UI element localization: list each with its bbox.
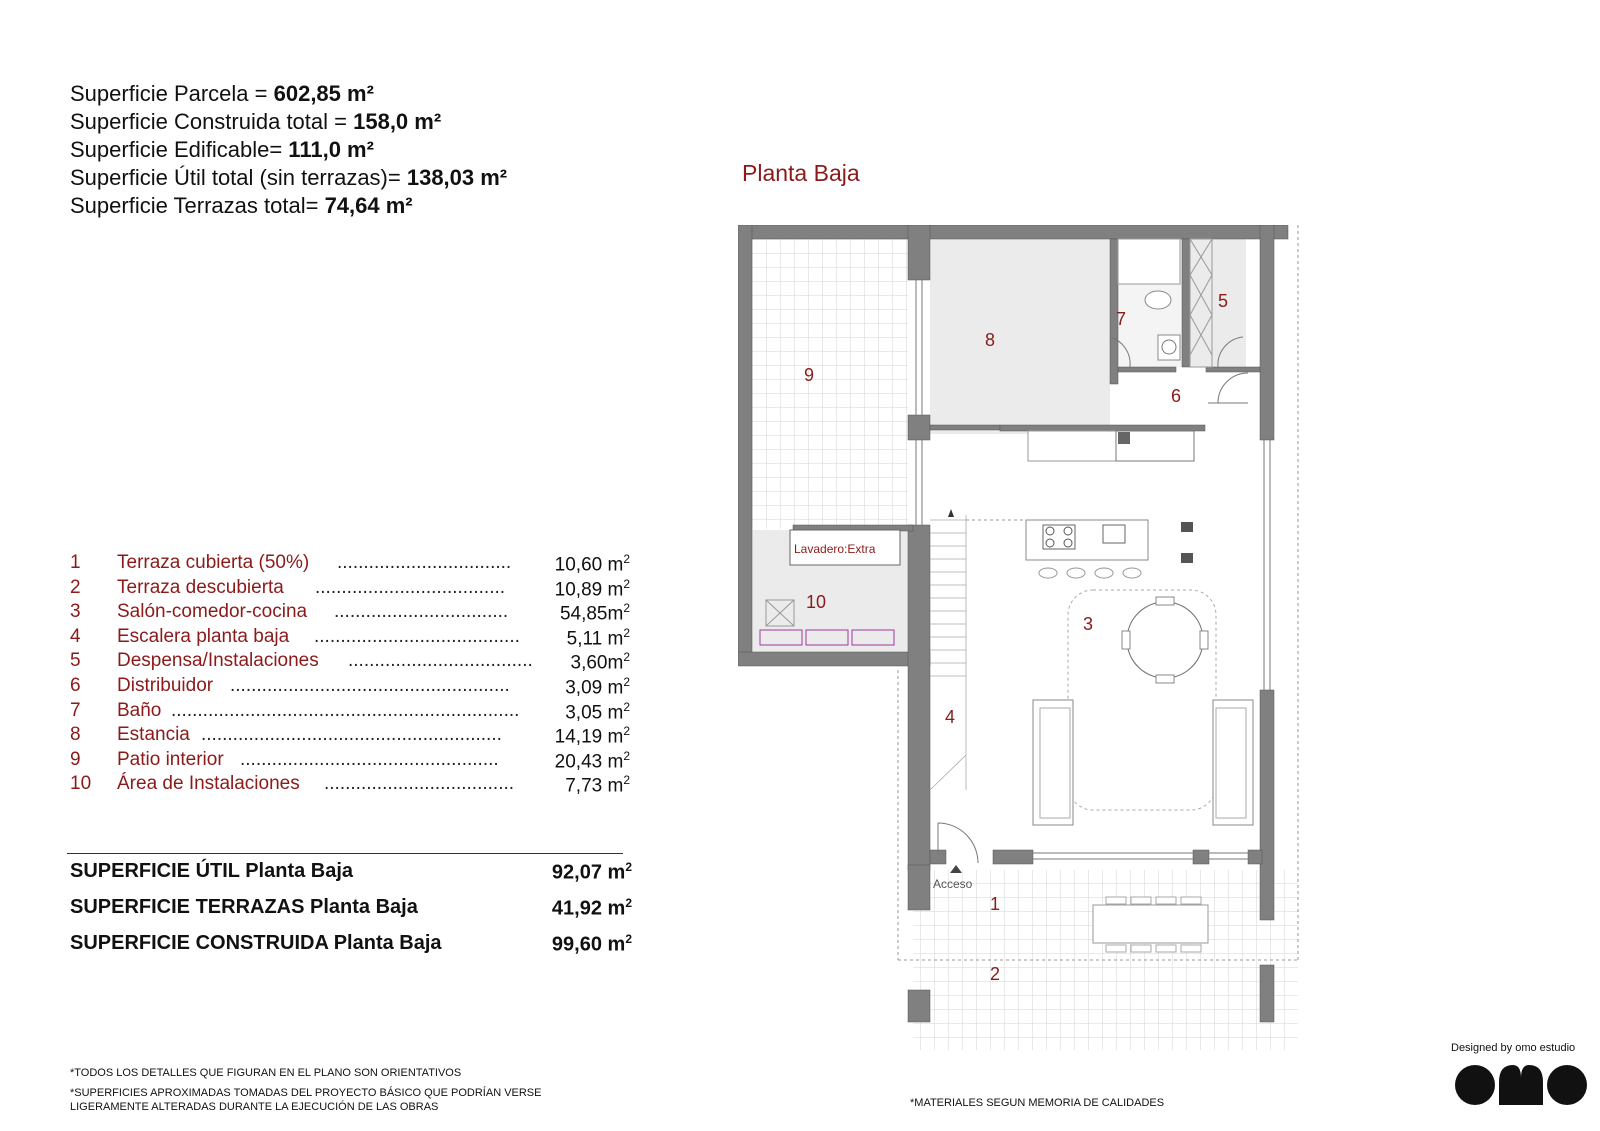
plan-label-9: 9 <box>804 365 815 385</box>
total-row-util: SUPERFICIE ÚTIL Planta Baja 92,07 $m^2$ <box>70 860 632 884</box>
room-area: 5,11 $m^2$ <box>566 625 630 650</box>
access-arrow <box>950 865 962 873</box>
summary-terrazas: Superficie Terrazas total= 74,64 m² <box>70 193 413 218</box>
room-area: 20,43 $m^2$ <box>554 748 630 773</box>
room-name: Terraza cubierta (50%) <box>117 552 310 573</box>
dining-table <box>1127 602 1203 678</box>
acceso-label: Acceso <box>933 877 973 891</box>
room-area: 3,05 $m^2$ <box>565 699 630 723</box>
plan-label-6: 6 <box>1171 386 1182 406</box>
room-leader-dots: ................................... <box>348 650 533 672</box>
plan-label-4: 4 <box>945 707 956 727</box>
room-number: 3 <box>70 601 81 623</box>
room-list <box>70 552 630 798</box>
room-leader-dots: ................................. <box>337 552 512 573</box>
room-leader-dots: ..................................................... <box>230 674 510 696</box>
floor-plan <box>738 225 1323 1055</box>
sofa-right <box>1213 700 1253 825</box>
room-row <box>70 650 630 675</box>
room-row <box>70 552 630 577</box>
staircase <box>930 515 966 790</box>
room-leader-dots: .................................................................. <box>171 699 520 721</box>
room-row <box>70 626 630 651</box>
room-leader-dots: ................................. <box>334 601 509 623</box>
room-row <box>70 577 630 602</box>
plan-label-3: 3 <box>1083 614 1094 634</box>
room-row <box>70 773 630 798</box>
room-number: 6 <box>70 674 81 696</box>
materials-note: *MATERIALES SEGUN MEMORIA DE CALIDADES <box>910 1097 1165 1109</box>
room-name: Despensa/Instalaciones <box>117 650 319 672</box>
room-number: 10 <box>70 773 92 795</box>
room-number: 8 <box>70 724 81 746</box>
room-area: $3,60m^2$ <box>570 650 630 674</box>
totals-divider <box>67 853 623 854</box>
room-number: 2 <box>70 576 81 598</box>
room-number: 5 <box>70 650 81 672</box>
surface-summary <box>70 80 507 220</box>
footnotes: *TODOS LOS DETALLES QUE FIGURAN EN EL PLANO SON ORIENTATIVOS *SUPERFICIES APROXIMADAS TOMADAS DEL PROYECTO BÁSICO QUE PODRÍAN VERSE LIGERAMENTE ALTERADAS DURANTE LA EJECUCIÓN DE LAS OBRAS <box>70 1067 542 1113</box>
plan-label-10: 10 <box>806 592 827 612</box>
total-row-terrazas: SUPERFICIE TERRAZAS Planta Baja 41,92 $m^2$ <box>70 896 632 920</box>
room-name: Estancia <box>117 724 190 746</box>
room-leader-dots: ....................................... <box>314 625 520 647</box>
room-name: Distribuidor <box>117 674 214 696</box>
room-area: 7,73 $m^2$ <box>565 773 630 797</box>
summary-construida: Superficie Construida total = 158,0 m² <box>70 109 442 134</box>
room-name: Salón-comedor-cocina <box>117 601 308 623</box>
room-row <box>70 601 630 626</box>
room-name: Escalera planta baja <box>117 625 290 647</box>
plan-label-8: 8 <box>985 330 996 350</box>
designer-credit: Designed by omo estudio <box>1451 1042 1576 1054</box>
sofa-left <box>1033 700 1073 825</box>
terrace-table <box>1093 905 1208 943</box>
room-leader-dots: ................................................. <box>240 748 499 770</box>
plan-label-1: 1 <box>990 894 1001 914</box>
room-area: 10,89 $m^2$ <box>554 576 630 600</box>
plan-title: Planta Baja <box>742 160 860 186</box>
room-number: 9 <box>70 748 81 770</box>
omo-logo <box>1451 1060 1591 1110</box>
totals-table <box>70 860 632 968</box>
summary-util: Superficie Útil total (sin terrazas)= 138,03 m² <box>70 165 508 190</box>
room-area: $54,85m^2$ <box>559 601 630 625</box>
room-area: 14,19 $m^2$ <box>554 724 630 748</box>
summary-parcela: Superficie Parcela = 602,85 m² <box>70 81 374 106</box>
room-row <box>70 675 630 700</box>
bar-stools <box>1039 568 1141 578</box>
room-number: 4 <box>70 625 81 647</box>
room-area: 3,09 $m^2$ <box>565 674 630 699</box>
lavadero-label: Lavadero:Extra <box>794 542 876 556</box>
plan-label-2: 2 <box>990 964 1001 984</box>
plan-label-7: 7 <box>1116 309 1127 329</box>
room-leader-dots: .................................... <box>324 773 515 795</box>
room-name: Patio interior <box>117 748 224 770</box>
room-name: Terraza descubierta <box>117 576 284 598</box>
room-name: Baño <box>117 699 162 721</box>
room-leader-dots: ......................................................... <box>201 724 502 746</box>
room-row <box>70 724 630 749</box>
summary-edificable: Superficie Edificable= 111,0 m² <box>70 137 374 162</box>
room-row <box>70 700 630 725</box>
patio-interior-area <box>752 239 908 529</box>
room-number: 1 <box>70 552 81 573</box>
plan-label-5: 5 <box>1218 291 1229 311</box>
room-number: 7 <box>70 699 81 721</box>
room-name: Área de Instalaciones <box>117 773 300 795</box>
room-row <box>70 749 630 774</box>
room-leader-dots: .................................... <box>315 576 506 598</box>
room-area: 10,60 $m^2$ <box>554 552 630 576</box>
estancia-area <box>930 239 1110 434</box>
total-row-construida: SUPERFICIE CONSTRUIDA Planta Baja 99,60 $m^2$ <box>70 932 632 956</box>
